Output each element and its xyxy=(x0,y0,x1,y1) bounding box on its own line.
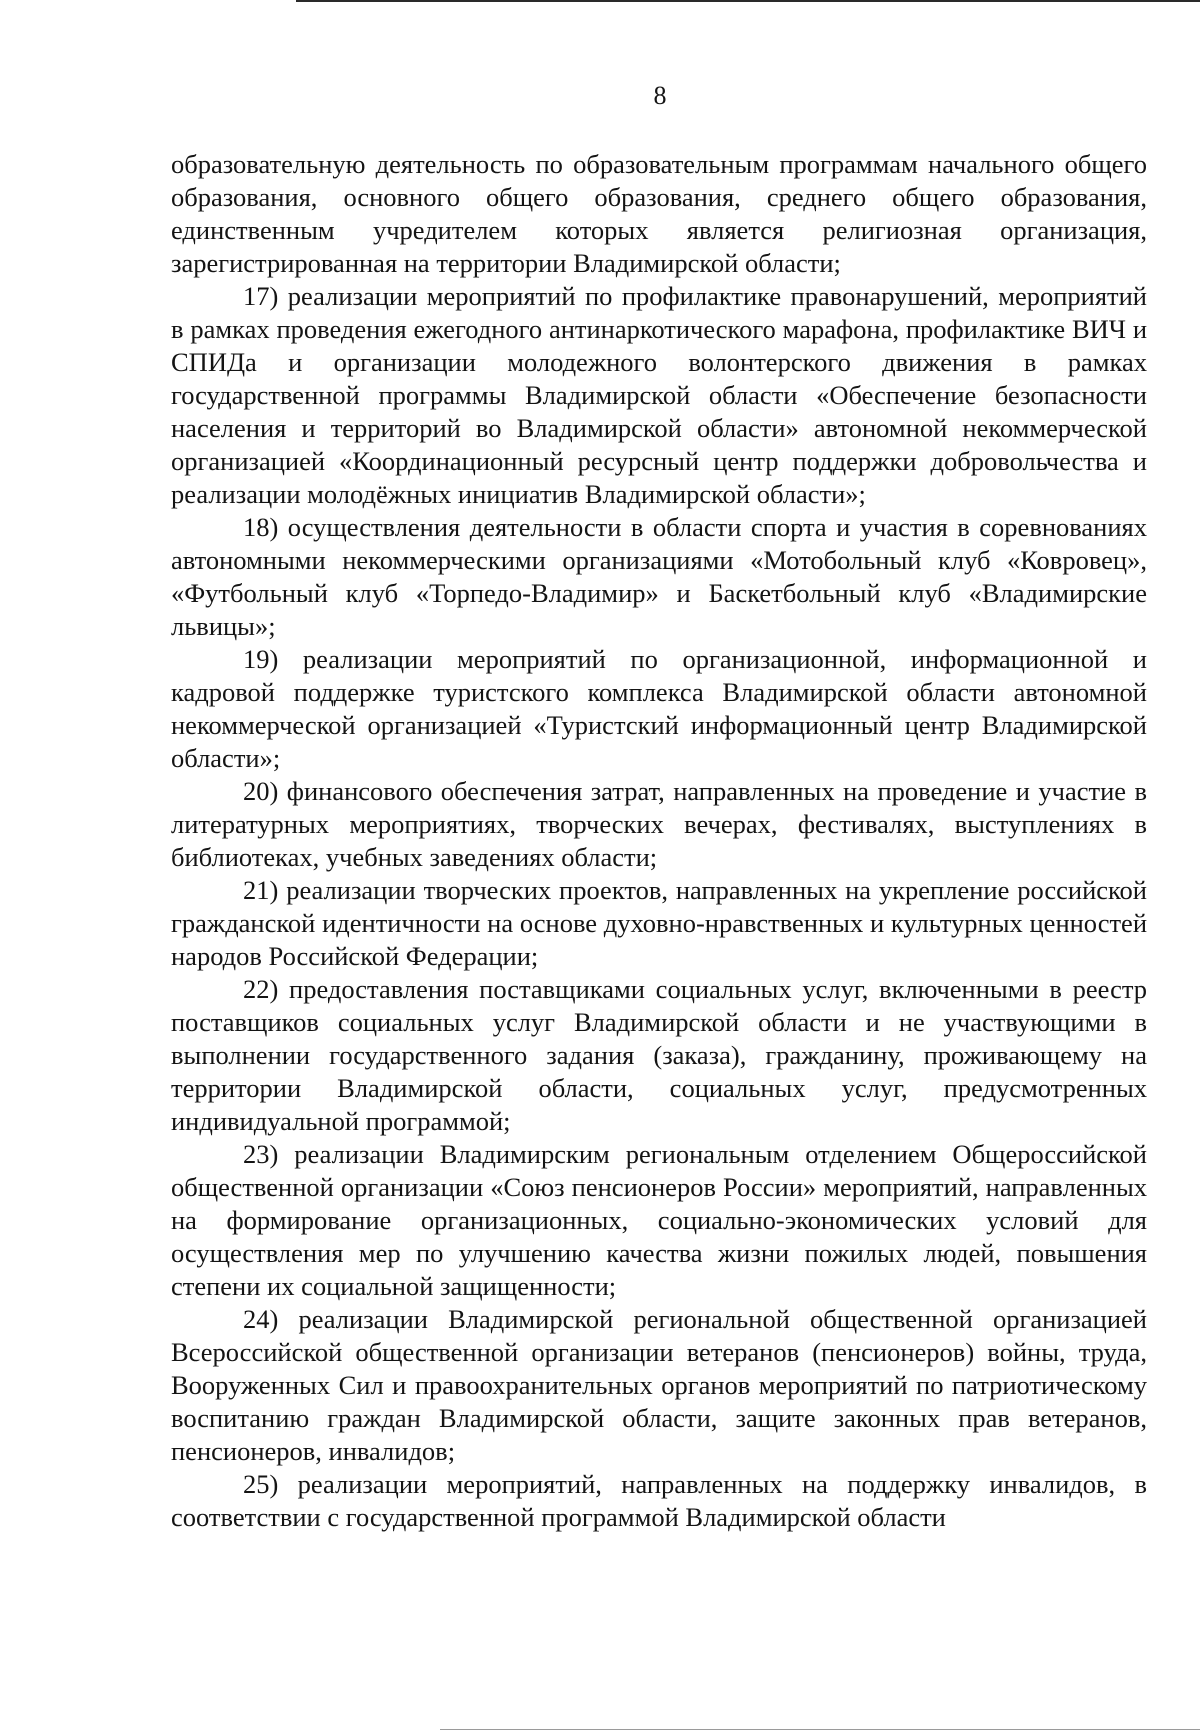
paragraph-item-21: 21) реализации творческих проектов, направленных на укрепление российской гражданской идентичности на основе духовно-нравственных и культурных ценностей народов Российской Федерации; xyxy=(171,875,1147,971)
bottom-edge-rule xyxy=(440,1729,1200,1730)
document-body xyxy=(171,148,1147,1534)
paragraph-item-22: 22) предоставления поставщиками социальных услуг, включенными в реестр поставщиков социальных услуг Владимирской области и не участвующими в выполнении государственного задания (заказа), гражданину, проживающему на территории Владимирской области, социальных услуг, предусмотренных индивидуальной программой; xyxy=(171,974,1147,1136)
paragraph-item-19: 19) реализации мероприятий по организационной, информационной и кадровой поддержке туристского комплекса Владимирской области автономной некоммерческой организацией «Туристский информационный центр Владимирской области»; xyxy=(171,644,1147,773)
paragraph-item-18: 18) осуществления деятельности в области спорта и участия в соревнованиях автономными некоммерческими организациями «Мотобольный клуб «Ковровец», «Футбольный клуб «Торпедо-Владимир» и Баскетбольный клуб «Владимирские львицы»; xyxy=(171,512,1147,641)
paragraph-item-17: 17) реализации мероприятий по профилактике правонарушений, мероприятий в рамках проведения ежегодного антинаркотического марафона, профилактике ВИЧ и СПИДа и организации молодежного волонтерского движения в рамках государственной программы Владимирской области «Обеспечение безопасности населения и территорий во Владимирской области» автономной некоммерческой организацией «Координационный ресурсный центр поддержки добровольчества и реализации молодёжных инициатив Владимирской области»; xyxy=(171,281,1147,509)
page-number: 8 xyxy=(653,81,667,110)
paragraph-item-25: 25) реализации мероприятий, направленных на поддержку инвалидов, в соответствии с государственной программой Владимирской области xyxy=(171,1469,1147,1532)
top-edge-rule xyxy=(296,0,1200,2)
paragraph-item-20: 20) финансового обеспечения затрат, направленных на проведение и участие в литературных мероприятиях, творческих вечерах, фестивалях, выступлениях в библиотеках, учебных заведениях области; xyxy=(171,776,1147,872)
paragraph-item-24: 24) реализации Владимирской региональной общественной организацией Всероссийской общественной организации ветеранов (пенсионеров) войны, труда, Вооруженных Сил и правоохранительных органов мероприятий по патриотическому воспитанию граждан Владимирской области, защите законных прав ветеранов, пенсионеров, инвалидов; xyxy=(171,1304,1147,1466)
paragraph-item-23: 23) реализации Владимирским региональным отделением Общероссийской общественной организации «Союз пенсионеров России» мероприятий, направленных на формирование организационных, социально-экономических условий для осуществления мер по улучшению качества жизни пожилых людей, повышения степени их социальной защищенности; xyxy=(171,1139,1147,1301)
paragraph-continuation: образовательную деятельность по образовательным программам начального общего образования, основного общего образования, среднего общего образования, единственным учредителем которых является религиозная организация, зарегистрированная на территории Владимирской области; xyxy=(171,149,1147,278)
